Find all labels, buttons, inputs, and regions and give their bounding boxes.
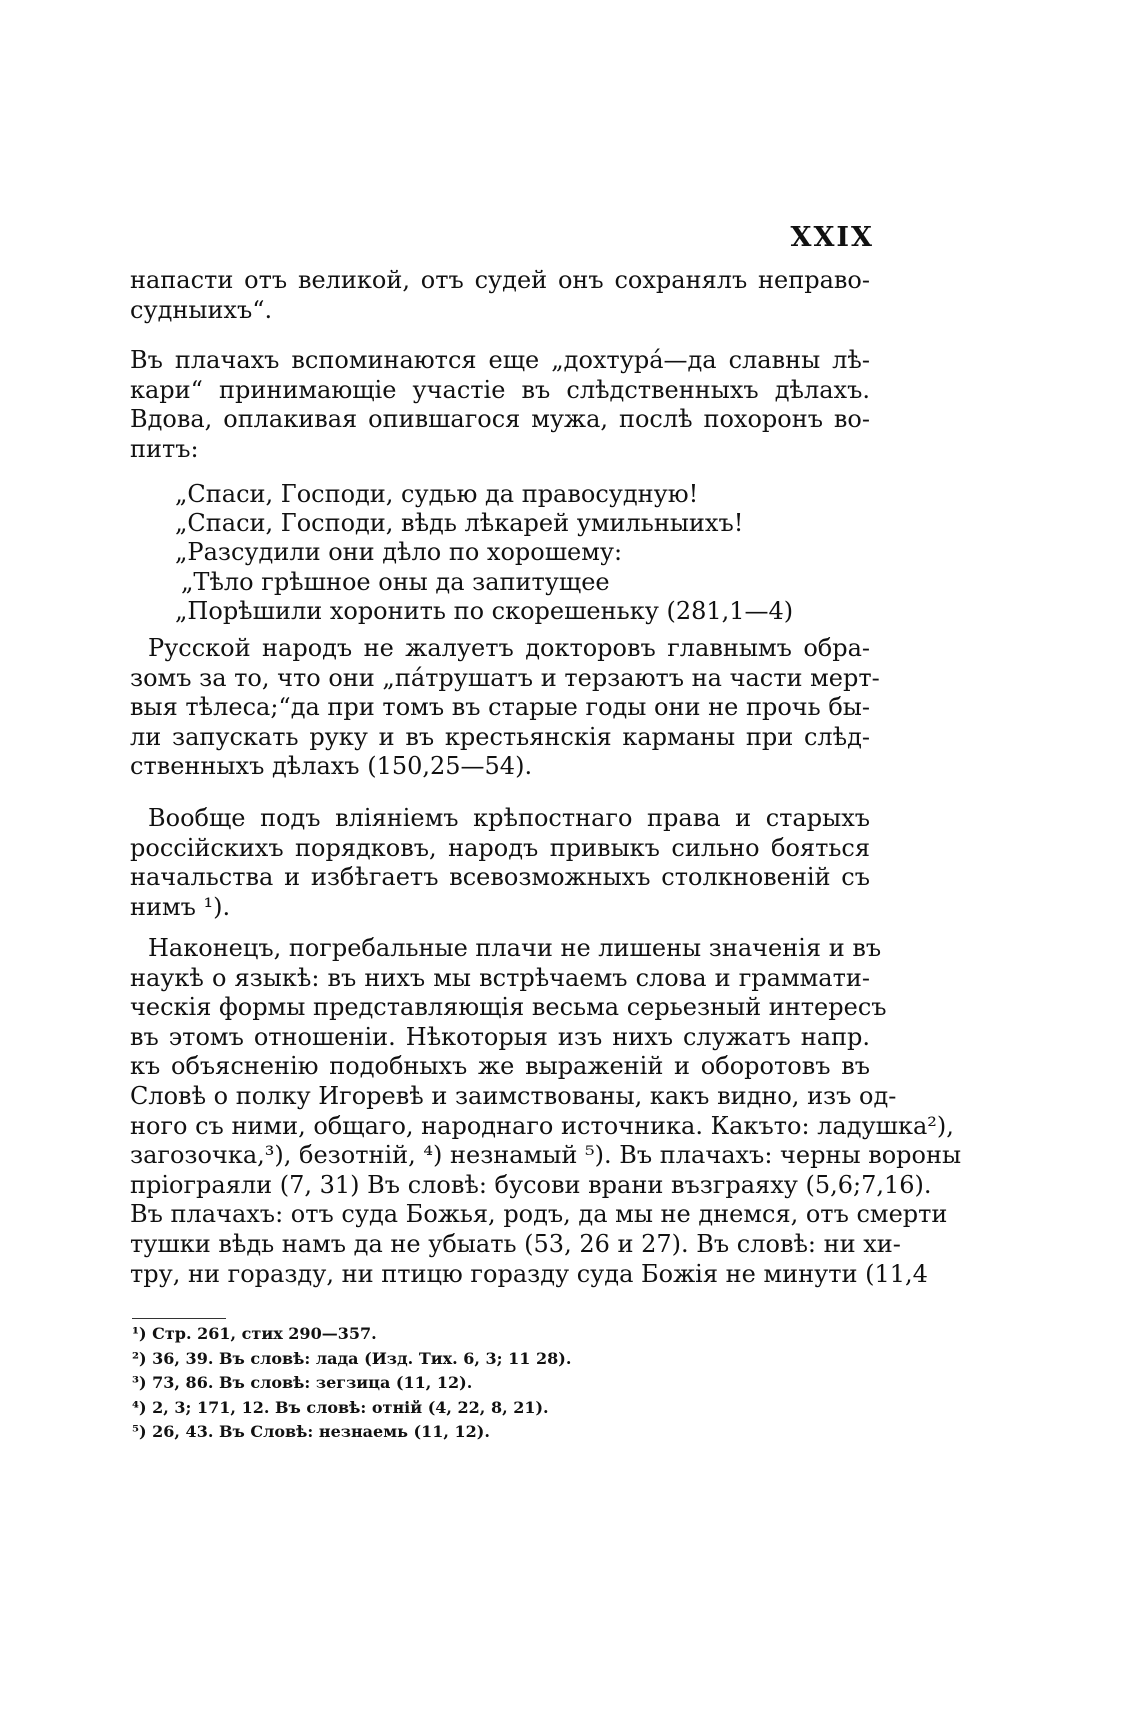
- paragraph-4: [130, 804, 870, 922]
- verse-line: „Спаси, Господи, судью да правосудную!: [175, 480, 699, 508]
- paragraph-line: Вдова, оплакивая опившагося мужа, послѣ похоронъ во-: [130, 405, 870, 434]
- paragraph-3: [130, 634, 880, 782]
- paragraph-line: зомъ за то, что они „пáтрушатъ и терзаютъ на части мерт-: [130, 663, 880, 692]
- footnote: ⁵) 26, 43. Въ Словѣ: незнаемь (11, 12).: [132, 1422, 490, 1441]
- footnotes: [132, 1322, 571, 1445]
- paragraph-line: Словѣ о полку Игоревѣ и заимствованы, какъ видно, изъ од-: [130, 1081, 897, 1110]
- paragraph-line: тушки вѣдь намъ да не убыать (53, 26 и 27). Въ словѣ: ни хи-: [130, 1229, 901, 1258]
- footnote: ²) 36, 39. Въ словѣ: лада (Изд. Тих. 6, 3; 11 28).: [132, 1348, 572, 1368]
- paragraph-line: загозочка,³), безотній, ⁴) незнамый ⁵). Въ плачахъ: черны вороны: [130, 1141, 962, 1170]
- verse-line: „Тѣло грѣшное оны да запитущее: [181, 567, 610, 596]
- paragraph-line: россійскихъ порядковъ, народъ привыкъ сильно бояться: [130, 833, 870, 862]
- page-number: XXIX: [790, 222, 874, 253]
- paragraph-line: ного съ ними, общаго, народнаго источника. Какъто: ладушка²),: [130, 1111, 954, 1140]
- paragraph-5: [130, 934, 962, 1289]
- footnote-divider: [132, 1318, 226, 1319]
- paragraph-line: кари“ принимающіе участіе въ слѣдственныхъ дѣлахъ.: [130, 375, 870, 404]
- footnote: ⁴) 2, 3; 171, 12. Въ словѣ: отній (4, 22, 8, 21).: [132, 1397, 549, 1417]
- paragraph-line: Наконецъ, погребальные плачи не лишены значенія и въ: [148, 934, 882, 962]
- paragraph-line: выя тѣлеса;“да при томъ въ старые годы они не прочь бы-: [130, 693, 870, 722]
- paragraph-line: судныихъ“.: [130, 295, 273, 324]
- paragraph-line: Русской народъ не жалуетъ докторовъ главнымъ обра-: [148, 634, 870, 662]
- paragraph-line: тру, ни горазду, ни птицю горазду суда Божія не минути (11,4: [130, 1259, 928, 1288]
- paragraph-line: Въ плачахъ: отъ суда Божья, родъ, да мы не днемся, отъ смерти: [130, 1200, 948, 1229]
- verse-line: „Спаси, Господи, вѣдь лѣкарей умильныихъ!: [175, 509, 744, 538]
- verse-line: „Порѣшили хоронить по скорешеньку (281,1—4): [175, 596, 794, 625]
- paragraph-line: Въ плачахъ вспоминаются еще „дохтурá—да славны лѣ-: [130, 346, 870, 374]
- paragraph-2: [130, 346, 870, 464]
- verse-quote: [175, 480, 793, 626]
- footnote: ¹) Стр. 261, стих 290—357.: [132, 1324, 377, 1343]
- paragraph-line: начальства и избѣгаетъ всевозможныхъ столкновеній съ: [130, 863, 870, 892]
- paragraph-line: къ объясненію подобныхъ же выраженій и оборотовъ въ: [130, 1052, 870, 1081]
- verse-line: „Разсудили они дѣло по хорошему:: [175, 538, 623, 567]
- paragraph-1: [130, 266, 870, 325]
- paragraph-line: напасти отъ великой, отъ судей онъ сохранялъ неправо-: [130, 266, 870, 294]
- paragraph-line: въ этомъ отношеніи. Нѣкоторыя изъ нихъ служатъ напр.: [130, 1022, 870, 1051]
- paragraph-line: наукѣ о языкѣ: въ нихъ мы встрѣчаемъ слова и граммати-: [130, 963, 870, 992]
- paragraph-line: ческія формы представляющія весьма серьезный интересъ: [130, 993, 887, 1022]
- paragraph-line: нимъ ¹).: [130, 892, 231, 921]
- paragraph-line: ственныхъ дѣлахъ (150,25—54).: [130, 752, 533, 781]
- paragraph-line: Вообще подъ вліяніемъ крѣпостнаго права и старыхъ: [148, 804, 870, 832]
- paragraph-line: ли запускать руку и въ крестьянскія карманы при слѣд-: [130, 722, 870, 751]
- footnote: ³) 73, 86. Въ словѣ: зегзица (11, 12).: [132, 1373, 473, 1392]
- paragraph-line: прiограяли (7, 31) Въ словѣ: бусови врани възграяху (5,6;7,16).: [130, 1170, 932, 1199]
- paragraph-line: питъ:: [130, 434, 199, 463]
